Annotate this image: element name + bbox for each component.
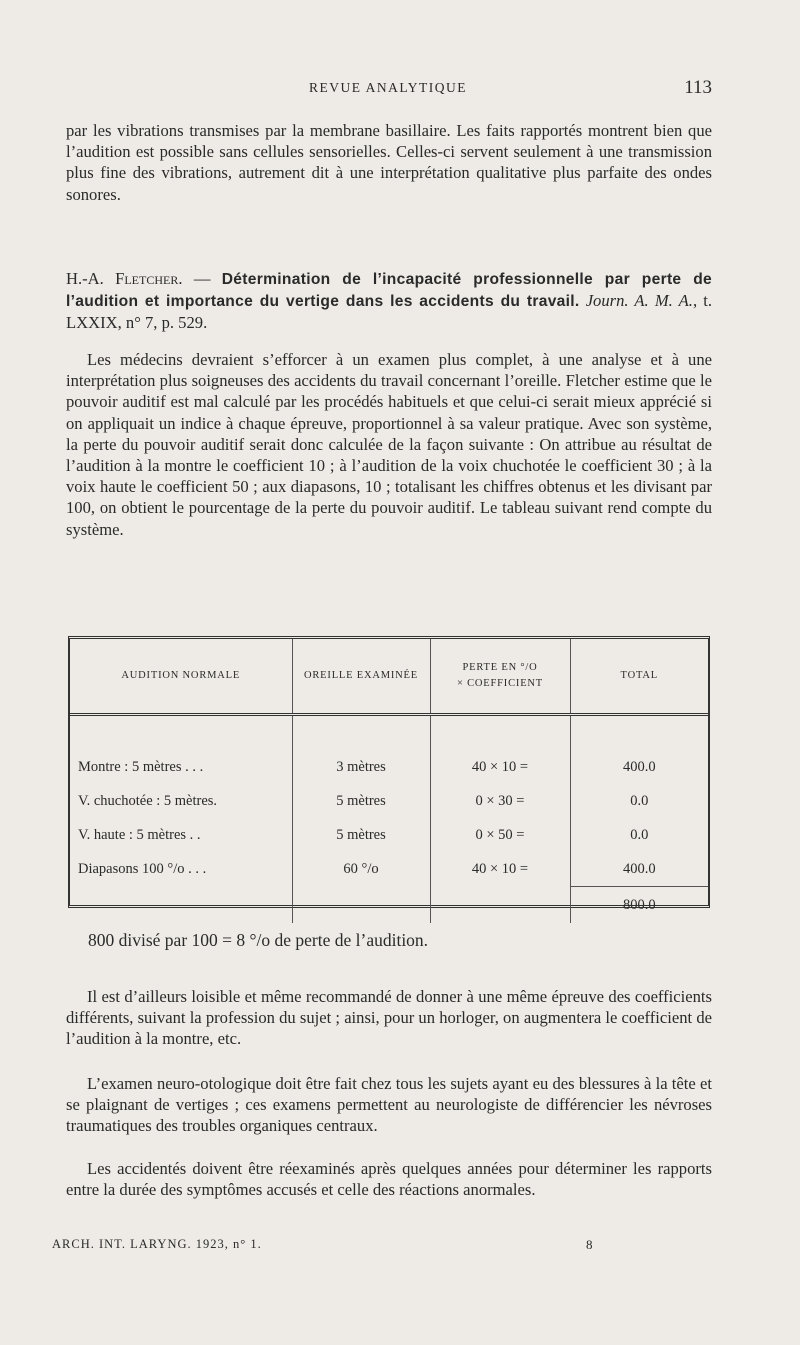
- page-number: 113: [684, 77, 712, 98]
- row-test-label: V. haute : 5 mètres . .: [70, 818, 292, 852]
- row-test-label: V. chuchotée : 5 mètres.: [70, 784, 292, 818]
- row-total: 400.0: [622, 758, 656, 775]
- paragraph-neuro-exam: L’examen neuro-otologique doit être fait chez tous les sujets ayant eu des blessures à la tête et se plaignant de vertiges ; ces examens permettent au neurologiste de différencier les névroses traumatiques des troubles organiques centraux.: [66, 1074, 712, 1136]
- row-total: 0.0: [630, 826, 649, 843]
- row-loss-formula: 0 × 50 =: [430, 818, 570, 852]
- header-loss-coefficient: [430, 639, 570, 715]
- grand-total-row: [70, 887, 708, 924]
- table-row: [70, 818, 708, 852]
- header-examined-ear: OREILLE EXAMINÉE: [292, 639, 430, 715]
- row-total: 400.0: [622, 860, 656, 877]
- hearing-loss-table: [68, 636, 710, 913]
- calculation-result: 800 divisé par 100 = 8 °/o de perte de l’audition.: [88, 930, 429, 950]
- header-total: TOTAL: [570, 639, 708, 715]
- paragraph-reexamination: Les accidentés doivent être réexaminés après quelques années pour déterminer les rapports entre la durée des symptômes accusés et celle des réactions anormales.: [66, 1159, 712, 1200]
- table-header-row: [70, 639, 708, 715]
- row-ear-value: 5 mètres: [292, 818, 430, 852]
- table-row: [70, 784, 708, 818]
- footer-signature: 8: [586, 1237, 593, 1252]
- page-header: [66, 77, 712, 104]
- header-loss: PERTE EN °/O: [462, 662, 538, 673]
- reference-details: , t. LXXIX, n° 7, p. 529.: [66, 291, 712, 333]
- footer-citation: ARCH. INT. LARYNG. 1923, n° 1.: [52, 1237, 262, 1251]
- row-loss-formula: 40 × 10 =: [430, 852, 570, 887]
- reference-author: H.-A. Fletcher.: [66, 269, 183, 288]
- row-ear-value: 5 mètres: [292, 784, 430, 818]
- row-test-label: Diapasons 100 °/o . . .: [70, 852, 292, 887]
- paragraph-coefficients: Il est d’ailleurs loisible et même recommandé de donner à une même épreuve des coefficients différents, suivant la profession du sujet ; ainsi, pour un horloger, on augmentera le coefficient de l’audition à la montre, etc.: [66, 987, 712, 1049]
- reference-dash: —: [182, 269, 222, 288]
- bibliographic-reference: [66, 268, 712, 334]
- row-loss-formula: 0 × 30 =: [430, 784, 570, 818]
- paragraph-continuation: par les vibrations transmises par la membrane basillaire. Les faits rapportés montrent bien que l’audition est possible sans cellules sensorielles. Celles-ci servent seulement à une transmission plus fine des vibrations, autrement dit à une interprétation qualitative plus parfaite des ondes sonores.: [66, 121, 712, 204]
- grand-total: 800.0: [570, 887, 708, 924]
- row-loss-formula: 40 × 10 =: [430, 750, 570, 784]
- row-total: 0.0: [630, 792, 649, 809]
- row-ear-value: 3 mètres: [292, 750, 430, 784]
- paragraph-summary: Les médecins devraient s’efforcer à un examen plus complet, à une analyse et à une interprétation plus soigneuses des accidents du travail concernant l’oreille. Fletcher estime que le pouvoir auditif est mal calculé par les procédés habituels et que celui-ci serait mieux apprécié si on appliquait un indice à chaque épreuve, proportionnel à sa valeur pratique. Avec son système, la perte du pouvoir auditif serait donc calculée de la façon suivante : On attribue au résultat de l’audition à la montre le coefficient 10 ; à l’audition de la voix chuchotée le coefficient 30 ; à la voix haute le coefficient 50 ; aux diapasons, 10 ; totalisant les chiffres obtenus et les divisant par 100, on obtient le pourcentage de la perte du pouvoir auditif. Le tableau suivant rend compte du système.: [66, 350, 712, 539]
- table-row: [70, 852, 708, 887]
- row-test-label: Montre : 5 mètres . . .: [70, 750, 292, 784]
- reference-journal: Journ. A. M. A.: [585, 291, 693, 311]
- header-coefficient: × COEFFICIENT: [456, 678, 544, 689]
- header-normal-hearing: AUDITION NORMALE: [70, 639, 292, 715]
- row-ear-value: 60 °/o: [292, 852, 430, 887]
- reference-title: Détermination de l’incapacité professionnelle par perte de l’audition et importance du vertige dans les accidents du travail.: [66, 271, 713, 311]
- table-row: [70, 750, 708, 784]
- running-title: REVUE ANALYTIQUE: [309, 80, 468, 95]
